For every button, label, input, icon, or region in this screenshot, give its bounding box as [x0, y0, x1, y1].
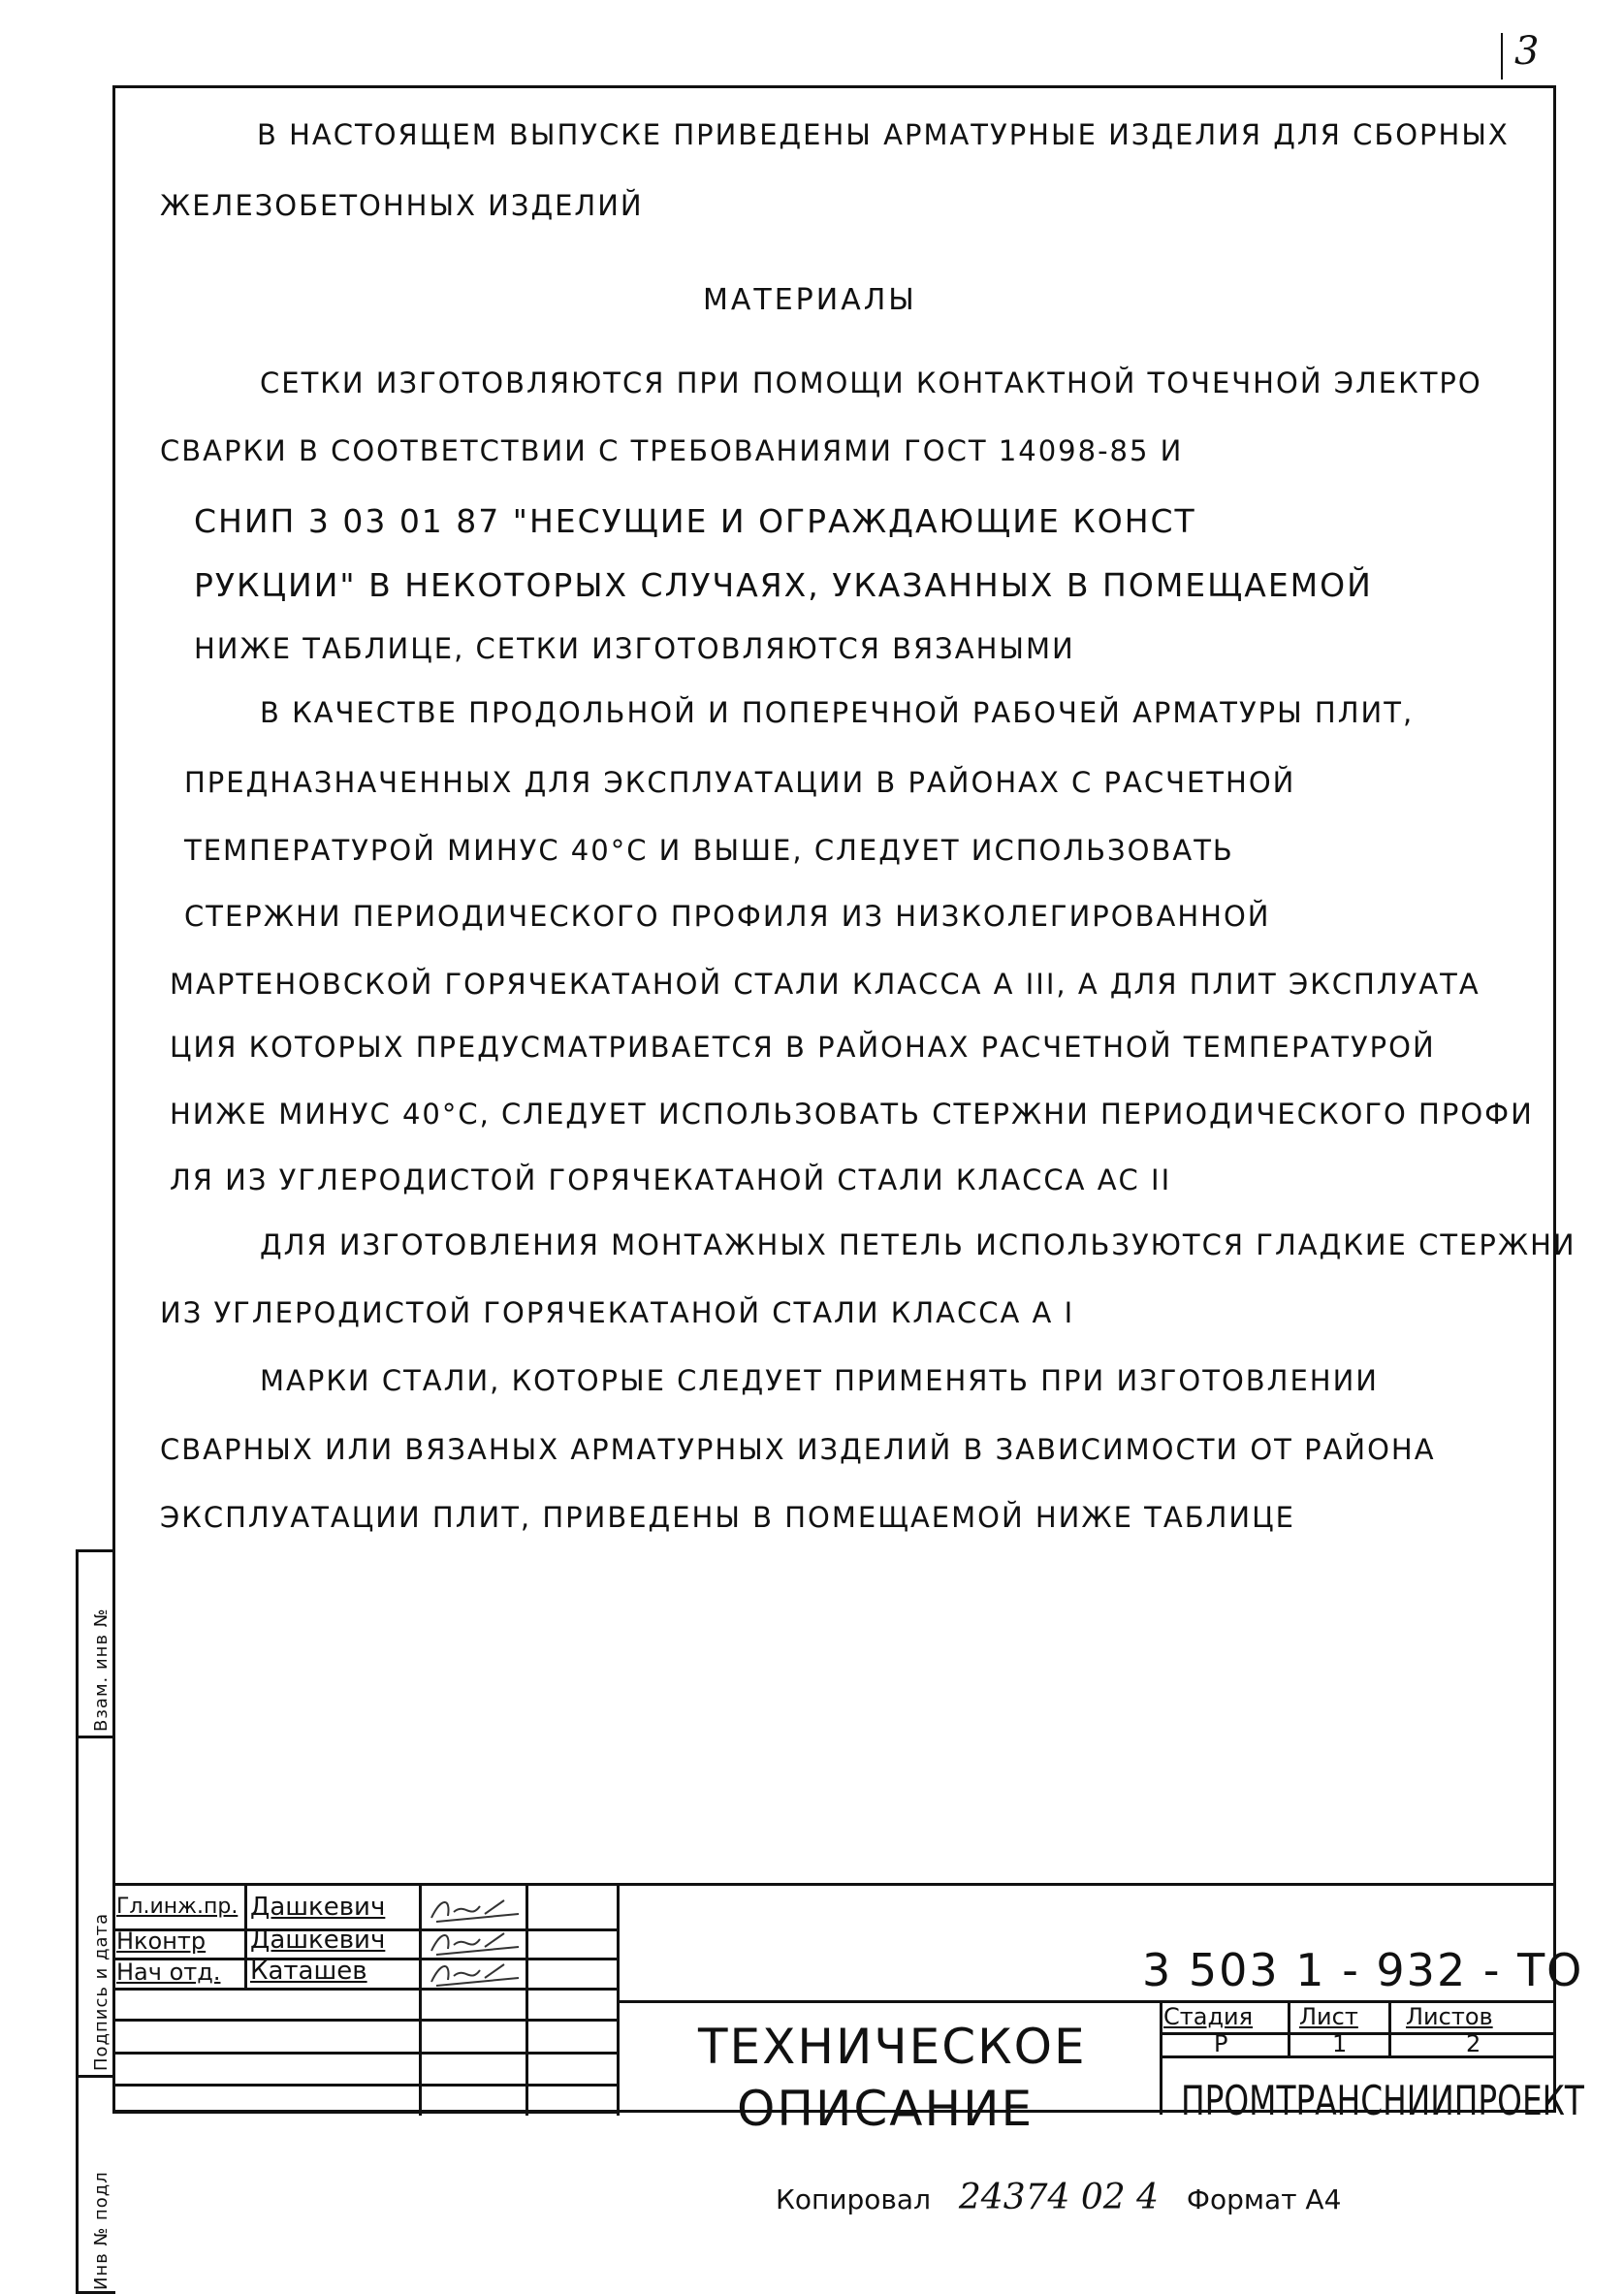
section-heading: МАТЕРИАЛЫ — [703, 283, 917, 317]
text-line: В КАЧЕСТВЕ ПРОДОЛЬНОЙ И ПОПЕРЕЧНОЙ РАБОЧЕЙ АРМАТУРЫ ПЛИТ, — [260, 696, 1415, 729]
organization-name: ПРОМТРАНСНИИПРОЕКТ — [1181, 2077, 1584, 2124]
text-line: СТЕРЖНИ ПЕРИОДИЧЕСКОГО ПРОФИЛЯ ИЗ НИЗКОЛЕГИРОВАННОЙ — [184, 900, 1271, 933]
document-title-line2: ОПИСАНИЕ — [737, 2081, 1035, 2137]
sheets-header: Листов — [1406, 2003, 1493, 2030]
sheet-number-divider — [1501, 33, 1503, 80]
signature-mark — [427, 1926, 524, 1960]
strip-cell-original-inv — [79, 2078, 115, 2294]
sheet-number: 3 — [1514, 29, 1540, 74]
stage-header: Стадия — [1163, 2003, 1254, 2030]
title-block-col-line — [1160, 2000, 1162, 2115]
role-dept-head: Нач отд. — [116, 1959, 221, 1986]
text-line: ЛЯ ИЗ УГЛЕРОДИСТОЙ ГОРЯЧЕКАТАНОЙ СТАЛИ КЛАССА АС II — [170, 1163, 1172, 1196]
copy-number: 24374 02 4 — [958, 2178, 1160, 2217]
sheet-value: 1 — [1332, 2030, 1348, 2057]
stage-value: Р — [1214, 2030, 1228, 2057]
text-line: ИЗ УГЛЕРОДИСТОЙ ГОРЯЧЕКАТАНОЙ СТАЛИ КЛАССА А I — [160, 1296, 1075, 1329]
title-block-row-line — [112, 2084, 617, 2087]
title-block-row-line — [112, 2111, 617, 2114]
title-block-row-line — [112, 2052, 617, 2055]
text-line: СЕТКИ ИЗГОТОВЛЯЮТСЯ ПРИ ПОМОЩИ КОНТАКТНОЙ ТОЧЕЧНОЙ ЭЛЕКТРО — [260, 366, 1482, 399]
document-code: 3 503 1 - 932 - ТО — [1142, 1944, 1584, 1996]
title-block-top-line — [112, 1883, 1556, 1886]
title-block-row-line — [112, 2019, 617, 2022]
title-block-col-line — [525, 1883, 528, 2116]
left-stamp-strip — [76, 1549, 115, 2294]
text-line: ЖЕЛЕЗОБЕТОННЫХ ИЗДЕЛИЙ — [160, 189, 644, 222]
strip-label: Подпись и дата — [91, 1912, 111, 2071]
title-block-col-line — [244, 1883, 247, 1990]
document-title-line1: ТЕХНИЧЕСКОЕ — [698, 2019, 1087, 2075]
text-line: МАРТЕНОВСКОЙ ГОРЯЧЕКАТАНОЙ СТАЛИ КЛАССА А III, А ДЛЯ ПЛИТ ЭКСПЛУАТА — [170, 968, 1481, 1001]
text-line: ЦИЯ КОТОРЫХ ПРЕДУСМАТРИВАЕТСЯ В РАЙОНАХ РАСЧЕТНОЙ ТЕМПЕРАТУРОЙ — [170, 1031, 1436, 1064]
role-norm-control: Нконтр — [116, 1928, 207, 1955]
text-line: ТЕМПЕРАТУРОЙ МИНУС 40°С И ВЫШЕ, СЛЕДУЕТ ИСПОЛЬЗОВАТЬ — [184, 834, 1234, 867]
title-block-row-line — [112, 1988, 617, 1991]
title-block-col-line — [617, 1883, 620, 2116]
strip-cell-replaced-inv — [79, 1552, 115, 1738]
text-line: ПРЕДНАЗНАЧЕННЫХ ДЛЯ ЭКСПЛУАТАЦИИ В РАЙОНАХ С РАСЧЕТНОЙ — [184, 766, 1296, 799]
title-block-col-line — [419, 1883, 422, 2116]
name-norm-control: Дашкевич — [250, 1926, 386, 1955]
footer — [776, 2178, 1341, 2217]
text-line: СНИП 3 03 01 87 "НЕСУЩИЕ И ОГРАЖДАЮЩИЕ КОНСТ — [194, 502, 1196, 540]
strip-cell-signature-date — [79, 1738, 115, 2078]
sheet-header: Лист — [1299, 2003, 1358, 2030]
text-line: МАРКИ СТАЛИ, КОТОРЫЕ СЛЕДУЕТ ПРИМЕНЯТЬ ПРИ ИЗГОТОВЛЕНИИ — [260, 1364, 1379, 1397]
strip-label: Инв № подл — [91, 2171, 111, 2290]
text-line: НИЖЕ МИНУС 40°С, СЛЕДУЕТ ИСПОЛЬЗОВАТЬ СТЕРЖНИ ПЕРИОДИЧЕСКОГО ПРОФИ — [170, 1098, 1534, 1131]
format-label: Формат А4 — [1186, 2183, 1342, 2215]
title-block-col-line — [1388, 2000, 1391, 2056]
sheets-value: 2 — [1466, 2030, 1481, 2057]
text-line: ДЛЯ ИЗГОТОВЛЕНИЯ МОНТАЖНЫХ ПЕТЕЛЬ ИСПОЛЬЗУЮТСЯ ГЛАДКИЕ СТЕРЖНИ — [260, 1228, 1576, 1261]
text-line: СВАРКИ В СООТВЕТСТВИИ С ТРЕБОВАНИЯМИ ГОСТ 14098-85 И — [160, 434, 1184, 467]
copied-label: Копировал — [776, 2183, 931, 2215]
text-line: РУКЦИИ" В НЕКОТОРЫХ СЛУЧАЯХ, УКАЗАННЫХ В ПОМЕЩАЕМОЙ — [194, 566, 1373, 604]
title-block-col-line — [1288, 2000, 1290, 2056]
text-line: СВАРНЫХ ИЛИ ВЯЗАНЫХ АРМАТУРНЫХ ИЗДЕЛИЙ В ЗАВИСИМОСТИ ОТ РАЙОНА — [160, 1433, 1436, 1466]
strip-label: Взам. инв № — [91, 1608, 111, 1732]
signature-mark — [427, 1893, 524, 1928]
signature-mark — [427, 1957, 524, 1991]
name-dept-head: Каташев — [250, 1957, 367, 1986]
text-line: НИЖЕ ТАБЛИЦЕ, СЕТКИ ИЗГОТОВЛЯЮТСЯ ВЯЗАНЫМИ — [194, 632, 1075, 665]
text-line: В НАСТОЯЩЕМ ВЫПУСКЕ ПРИВЕДЕНЫ АРМАТУРНЫЕ ИЗДЕЛИЯ ДЛЯ СБОРНЫХ — [257, 118, 1510, 151]
text-line: ЭКСПЛУАТАЦИИ ПЛИТ, ПРИВЕДЕНЫ В ПОМЕЩАЕМОЙ НИЖЕ ТАБЛИЦЕ — [160, 1501, 1295, 1534]
role-chief-engineer: Гл.инж.пр. — [116, 1895, 239, 1919]
name-chief-engineer: Дашкевич — [250, 1893, 386, 1922]
